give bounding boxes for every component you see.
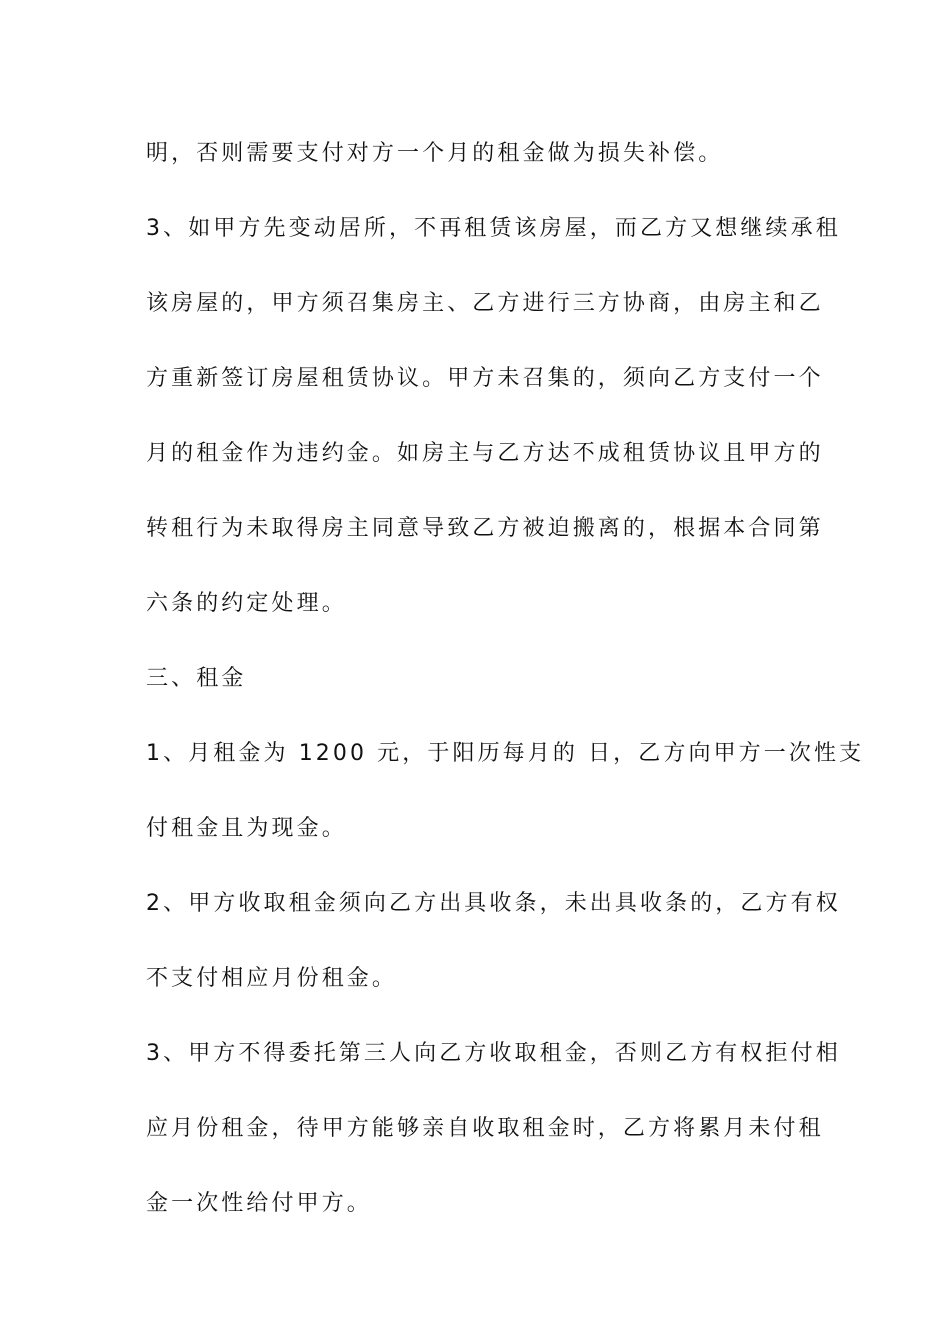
text-line: 明，否则需要支付对方一个月的租金做为损失补偿。 — [146, 141, 724, 166]
text-line: 2、甲方收取租金须向乙方出具收条，未出具收条的，乙方有权 — [146, 891, 841, 916]
text-line: 月的租金作为违约金。如房主与乙方达不成租赁协议且甲方的 — [146, 441, 824, 466]
document-page — [146, 132, 865, 1257]
text-line: 1、月租金为 1200 元，于阳历每月的 日，乙方向甲方一次性支 — [146, 741, 865, 766]
text-line: 方重新签订房屋租赁协议。甲方未召集的，须向乙方支付一个 — [146, 366, 824, 391]
text-line: 金一次性给付甲方。 — [146, 1191, 372, 1216]
text-line: 应月份租金，待甲方能够亲自收取租金时，乙方将累月未付租 — [146, 1116, 824, 1141]
text-line: 六条的约定处理。 — [146, 591, 347, 616]
text-line: 不支付相应月份租金。 — [146, 966, 398, 991]
text-line: 该房屋的，甲方须召集房主、乙方进行三方协商，由房主和乙 — [146, 291, 824, 316]
text-line: 3、如甲方先变动居所，不再租赁该房屋，而乙方又想继续承租 — [146, 216, 841, 241]
text-line: 转租行为未取得房主同意导致乙方被迫搬离的，根据本合同第 — [146, 516, 824, 541]
section-heading: 三、租金 — [146, 666, 247, 691]
text-line: 3、甲方不得委托第三人向乙方收取租金，否则乙方有权拒付相 — [146, 1041, 841, 1066]
text-line: 付租金且为现金。 — [146, 816, 347, 841]
